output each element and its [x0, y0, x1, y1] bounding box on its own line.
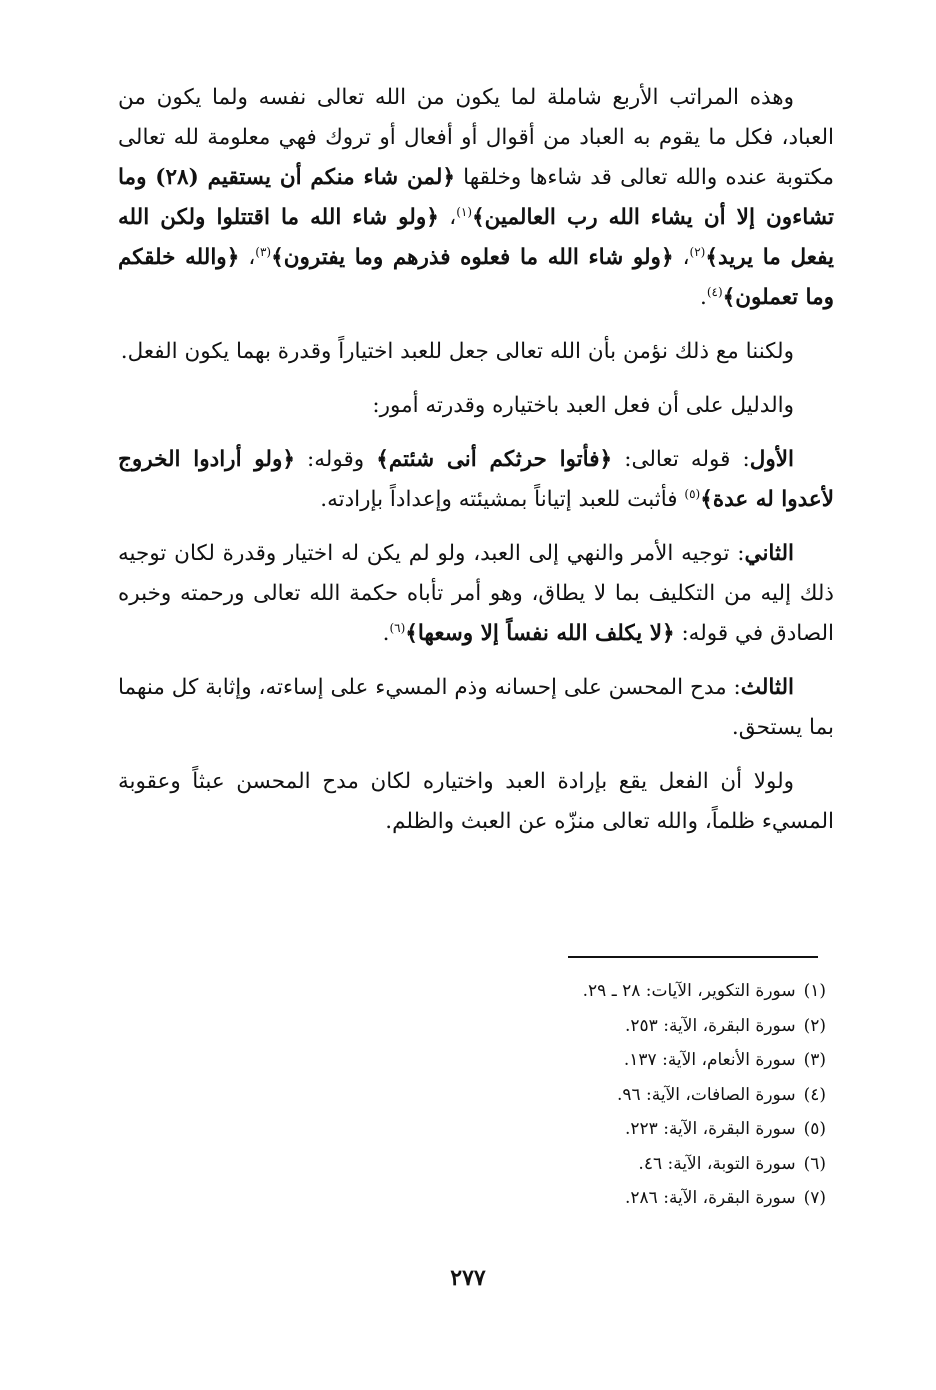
- footnote-text: سورة التوبة، الآية: ٤٦.: [638, 1153, 796, 1174]
- footnote-ref[interactable]: (١): [456, 204, 473, 219]
- footnote-ref[interactable]: (٣): [255, 244, 272, 259]
- quran-quote: ﴿ولو شاء الله ما اقتتلوا ولكن الله يفعل ما يريد﴾: [118, 205, 834, 270]
- proof-label: الثالث: [740, 675, 794, 700]
- page-body: [118, 78, 834, 856]
- paragraph-text: : مدح المحسن على إحسانه وذم المسيء على إساءته، وإثابة كل منهما بما يستحق.: [118, 675, 834, 740]
- quran-quote: ﴿لا يكلف الله نفساً إلا وسعها﴾: [405, 621, 675, 646]
- paragraph-text: : قوله تعالى:: [612, 447, 750, 472]
- page-number: ٢٧٧: [450, 1265, 486, 1291]
- footnote-ref[interactable]: (٢): [689, 244, 706, 259]
- footnote-number: (٢): [803, 1015, 826, 1036]
- footnote-item: [226, 1078, 826, 1113]
- footnote-text: سورة البقرة، الآية: ٢٨٦.: [625, 1188, 796, 1208]
- paragraph-text: فأثبت للعبد إتياناً بمشيئته وإعداداً بإرادته.: [320, 487, 685, 512]
- footnotes: [226, 974, 826, 1216]
- footnote-item: [226, 1147, 826, 1182]
- footnote-text: سورة التكوير، الآيات: ٢٨ ـ ٢٩.: [582, 981, 796, 1001]
- proof-label: الثاني: [744, 541, 794, 566]
- paragraph-choice: ولكننا مع ذلك نؤمن بأن الله تعالى جعل للعبد اختياراً وقدرة بهما يكون الفعل.: [120, 339, 794, 364]
- footnote-separator: [568, 956, 818, 958]
- footnote-text: سورة البقرة، الآية: ٢٥٣.: [625, 1015, 796, 1036]
- paragraph-second-proof: [118, 534, 834, 654]
- quran-quote: ﴿فأتوا حرثكم أنى شئتم﴾: [376, 447, 613, 472]
- paragraph-conclusion: ولولا أن الفعل يقع بإرادة العبد واختياره لكان مدح المحسن عبثاً وعقوبة المسيء ظلماً، والله تعالى منزّه عن العبث والظلم.: [118, 769, 834, 834]
- sentence-end: .: [382, 621, 390, 646]
- proof-label: الأول: [749, 447, 794, 472]
- footnote-number: (٧): [803, 1188, 826, 1208]
- footnote-item: [226, 1043, 826, 1078]
- paragraph-evidence-intro: والدليل على أن فعل العبد باختياره وقدرته أمور:: [372, 393, 794, 418]
- footnote-item: [226, 1112, 826, 1147]
- paragraph-first-proof: [118, 440, 834, 520]
- footnote-ref[interactable]: (٤): [706, 284, 723, 299]
- paragraph-levels: [118, 78, 834, 318]
- footnote-item: [226, 974, 826, 1009]
- paragraph-text: : توجيه الأمر والنهي إلى العبد، ولو لم يكن له اختيار وقدرة لكان توجيه ذلك إليه من التكليف بما لا يطاق، وهو أمر تأباه حكمة الله تعالى ورحمته وخبره الصادق في قوله:: [118, 541, 834, 646]
- paragraph-text: وهذه المراتب الأربع شاملة لما يكون من الله تعالى نفسه ولما يكون من العباد، فكل ما يقوم به العباد من أقوال أو أفعال أو تروك فهي معلومة لله تعالى مكتوبة عنده والله تعالى قد شاءها وخلقها: [118, 85, 834, 190]
- footnote-number: (١): [803, 981, 826, 1001]
- quran-quote: ﴿والله خلقكم وما تعملون﴾: [118, 245, 834, 310]
- footnote-number: (٣): [803, 1050, 826, 1070]
- footnote-ref[interactable]: (٥): [684, 486, 701, 501]
- footnote-ref[interactable]: (٦): [389, 620, 406, 635]
- paragraph-text: وقوله:: [294, 447, 377, 472]
- paragraph-third-proof: [118, 668, 834, 748]
- footnote-item: [226, 1181, 826, 1216]
- footnote-number: (٦): [803, 1153, 826, 1174]
- quran-quote: ﴿لمن شاء منكم أن يستقيم (٢٨) وما تشاءون إلا أن يشاء الله رب العالمين﴾: [118, 165, 834, 230]
- quran-quote: ﴿ولو شاء الله ما فعلوه فذرهم وما يفترون﴾: [271, 245, 674, 270]
- footnote-text: سورة الأنعام، الآية: ١٣٧.: [623, 1050, 796, 1070]
- footnote-item: [226, 1009, 826, 1044]
- footnote-number: (٤): [803, 1084, 826, 1105]
- separator: ،: [673, 245, 690, 270]
- sentence-end: .: [699, 285, 707, 310]
- separator: ،: [438, 205, 457, 230]
- footnote-text: سورة البقرة، الآية: ٢٢٣.: [625, 1119, 796, 1139]
- footnote-text: سورة الصافات، الآية: ٩٦.: [616, 1084, 796, 1105]
- quran-quote: ﴿ولو أرادوا الخروج لأعدوا له عدة﴾: [118, 447, 834, 512]
- separator: ،: [239, 245, 256, 270]
- footnote-number: (٥): [803, 1119, 826, 1139]
